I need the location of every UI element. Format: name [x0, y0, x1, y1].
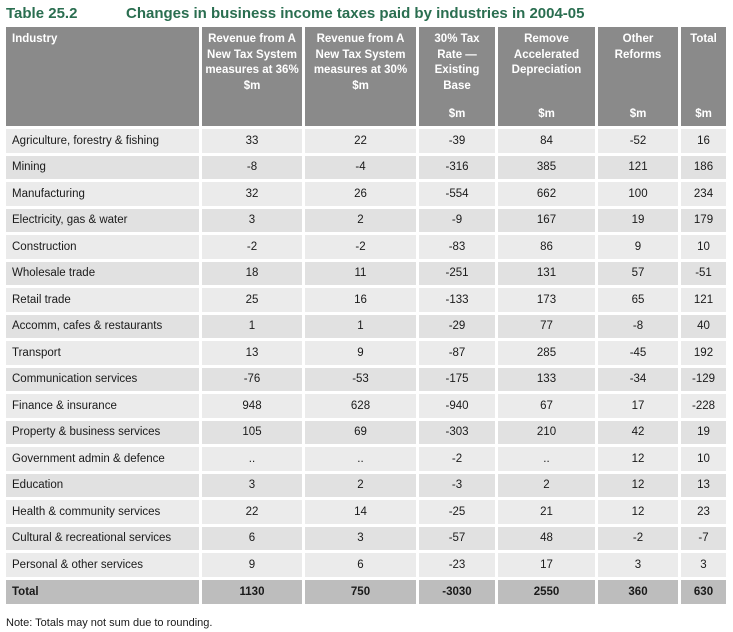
value-cell: -129 — [681, 368, 726, 392]
value-cell: 77 — [498, 315, 595, 339]
value-cell: -52 — [598, 129, 678, 153]
value-cell: -25 — [419, 500, 495, 524]
value-cell: -8 — [202, 156, 302, 180]
table-number: Table 25.2 — [6, 4, 78, 22]
industry-cell: Accomm, cafes & restaurants — [6, 315, 199, 339]
table-row — [6, 156, 726, 180]
column-header-unit: $m — [352, 79, 369, 92]
value-cell: 192 — [681, 341, 726, 365]
column-header-label: Remove Accelerated Depreciation — [511, 33, 582, 76]
value-cell: 105 — [202, 421, 302, 445]
column-header — [6, 27, 199, 126]
value-cell: -34 — [598, 368, 678, 392]
value-cell: 9 — [598, 235, 678, 259]
industry-cell: Property & business services — [6, 421, 199, 445]
value-cell: -39 — [419, 129, 495, 153]
value-cell: -2 — [305, 235, 416, 259]
value-cell: -228 — [681, 394, 726, 418]
value-cell: 179 — [681, 209, 726, 233]
value-cell: 25 — [202, 288, 302, 312]
column-header-unit: $m — [695, 107, 712, 120]
value-cell: 1 — [202, 315, 302, 339]
industry-cell: Wholesale trade — [6, 262, 199, 286]
value-cell: 40 — [681, 315, 726, 339]
total-value-cell: 360 — [598, 580, 678, 604]
value-cell: 210 — [498, 421, 595, 445]
value-cell: 22 — [305, 129, 416, 153]
value-cell: -251 — [419, 262, 495, 286]
value-cell: 19 — [598, 209, 678, 233]
value-cell: 69 — [305, 421, 416, 445]
value-cell: -2 — [419, 447, 495, 471]
value-cell: 19 — [681, 421, 726, 445]
value-cell: 285 — [498, 341, 595, 365]
column-header-label: Other Reforms — [614, 33, 662, 61]
value-cell: -45 — [598, 341, 678, 365]
value-cell: -29 — [419, 315, 495, 339]
value-cell: 18 — [202, 262, 302, 286]
table-title-bar — [6, 2, 728, 24]
industry-cell: Mining — [6, 156, 199, 180]
column-header — [598, 27, 678, 126]
value-cell: 385 — [498, 156, 595, 180]
value-cell: 3 — [202, 474, 302, 498]
table-row — [6, 447, 726, 471]
total-label: Total — [6, 580, 199, 604]
column-header-label: Revenue from A New Tax System measures at 30% — [313, 33, 408, 76]
industry-cell: Retail trade — [6, 288, 199, 312]
value-cell: 86 — [498, 235, 595, 259]
table-row — [6, 500, 726, 524]
value-cell: 121 — [598, 156, 678, 180]
value-cell: 186 — [681, 156, 726, 180]
value-cell: 26 — [305, 182, 416, 206]
value-cell: 21 — [498, 500, 595, 524]
value-cell: -51 — [681, 262, 726, 286]
value-cell: 48 — [498, 527, 595, 551]
value-cell: 14 — [305, 500, 416, 524]
value-cell: -7 — [681, 527, 726, 551]
value-cell: 131 — [498, 262, 595, 286]
value-cell: 100 — [598, 182, 678, 206]
value-cell: 17 — [598, 394, 678, 418]
value-cell: 17 — [498, 553, 595, 577]
value-cell: 2 — [305, 209, 416, 233]
column-header-label: 30% Tax Rate — Existing Base — [434, 33, 480, 92]
industry-cell: Agriculture, forestry & fishing — [6, 129, 199, 153]
column-header — [498, 27, 595, 126]
value-cell: 3 — [305, 527, 416, 551]
industry-cell: Education — [6, 474, 199, 498]
value-cell: 173 — [498, 288, 595, 312]
value-cell: -303 — [419, 421, 495, 445]
column-header — [305, 27, 416, 126]
value-cell: 16 — [681, 129, 726, 153]
table-body — [6, 129, 726, 604]
header-row — [6, 27, 726, 126]
industry-cell: Electricity, gas & water — [6, 209, 199, 233]
value-cell: 6 — [202, 527, 302, 551]
table-row — [6, 474, 726, 498]
column-header-label: Industry — [12, 33, 58, 45]
value-cell: 22 — [202, 500, 302, 524]
value-cell: 10 — [681, 447, 726, 471]
total-value-cell: 1130 — [202, 580, 302, 604]
value-cell: -83 — [419, 235, 495, 259]
value-cell: 628 — [305, 394, 416, 418]
value-cell: 13 — [202, 341, 302, 365]
table-row — [6, 209, 726, 233]
value-cell: 13 — [681, 474, 726, 498]
total-value-cell: 750 — [305, 580, 416, 604]
value-cell: -53 — [305, 368, 416, 392]
value-cell: 16 — [305, 288, 416, 312]
industry-cell: Construction — [6, 235, 199, 259]
table-row — [6, 235, 726, 259]
table-row — [6, 262, 726, 286]
tax-table — [3, 24, 729, 607]
value-cell: 234 — [681, 182, 726, 206]
value-cell: -87 — [419, 341, 495, 365]
column-header-unit: $m — [538, 107, 555, 120]
value-cell: 3 — [598, 553, 678, 577]
value-cell: 2 — [305, 474, 416, 498]
value-cell: 12 — [598, 474, 678, 498]
value-cell: -554 — [419, 182, 495, 206]
total-value-cell: -3030 — [419, 580, 495, 604]
value-cell: -23 — [419, 553, 495, 577]
industry-cell: Government admin & defence — [6, 447, 199, 471]
table-row — [6, 368, 726, 392]
value-cell: 662 — [498, 182, 595, 206]
table-row — [6, 315, 726, 339]
value-cell: -2 — [598, 527, 678, 551]
table-row — [6, 288, 726, 312]
column-header-unit: $m — [243, 79, 261, 92]
value-cell: .. — [305, 447, 416, 471]
value-cell: 9 — [202, 553, 302, 577]
value-cell: 57 — [598, 262, 678, 286]
table-row — [6, 394, 726, 418]
value-cell: -175 — [419, 368, 495, 392]
value-cell: -9 — [419, 209, 495, 233]
table-row — [6, 129, 726, 153]
value-cell: 12 — [598, 447, 678, 471]
table-row — [6, 421, 726, 445]
value-cell: 42 — [598, 421, 678, 445]
industry-cell: Finance & insurance — [6, 394, 199, 418]
value-cell: 3 — [681, 553, 726, 577]
industry-cell: Cultural & recreational services — [6, 527, 199, 551]
value-cell: 133 — [498, 368, 595, 392]
total-value-cell: 630 — [681, 580, 726, 604]
column-header-label: Total — [690, 33, 717, 45]
value-cell: -940 — [419, 394, 495, 418]
column-header-label: Revenue from A New Tax System measures at 36% — [205, 33, 299, 76]
total-value-cell: 2550 — [498, 580, 595, 604]
column-header — [419, 27, 495, 126]
total-row — [6, 580, 726, 604]
table-title: Changes in business income taxes paid by industries in 2004-05 — [126, 4, 585, 22]
industry-cell: Communication services — [6, 368, 199, 392]
value-cell: -133 — [419, 288, 495, 312]
table-row — [6, 553, 726, 577]
value-cell: 1 — [305, 315, 416, 339]
value-cell: 12 — [598, 500, 678, 524]
industry-cell: Transport — [6, 341, 199, 365]
column-header — [202, 27, 302, 126]
value-cell: -316 — [419, 156, 495, 180]
column-header-unit: $m — [448, 107, 466, 120]
industry-cell: Personal & other services — [6, 553, 199, 577]
value-cell: -57 — [419, 527, 495, 551]
column-header — [681, 27, 726, 126]
value-cell: -3 — [419, 474, 495, 498]
value-cell: 3 — [202, 209, 302, 233]
industry-cell: Health & community services — [6, 500, 199, 524]
value-cell: -4 — [305, 156, 416, 180]
value-cell: 32 — [202, 182, 302, 206]
value-cell: 23 — [681, 500, 726, 524]
value-cell: 65 — [598, 288, 678, 312]
value-cell: .. — [202, 447, 302, 471]
value-cell: -76 — [202, 368, 302, 392]
value-cell: -2 — [202, 235, 302, 259]
value-cell: 67 — [498, 394, 595, 418]
table-row — [6, 341, 726, 365]
value-cell: 33 — [202, 129, 302, 153]
value-cell: 84 — [498, 129, 595, 153]
value-cell: 167 — [498, 209, 595, 233]
value-cell: 6 — [305, 553, 416, 577]
value-cell: 121 — [681, 288, 726, 312]
table-row — [6, 527, 726, 551]
table-note: Note: Totals may not sum due to rounding. — [6, 617, 213, 629]
value-cell: -8 — [598, 315, 678, 339]
value-cell: .. — [498, 447, 595, 471]
column-header-unit: $m — [629, 107, 647, 120]
value-cell: 2 — [498, 474, 595, 498]
value-cell: 9 — [305, 341, 416, 365]
value-cell: 11 — [305, 262, 416, 286]
table-row — [6, 182, 726, 206]
value-cell: 948 — [202, 394, 302, 418]
value-cell: 10 — [681, 235, 726, 259]
industry-cell: Manufacturing — [6, 182, 199, 206]
